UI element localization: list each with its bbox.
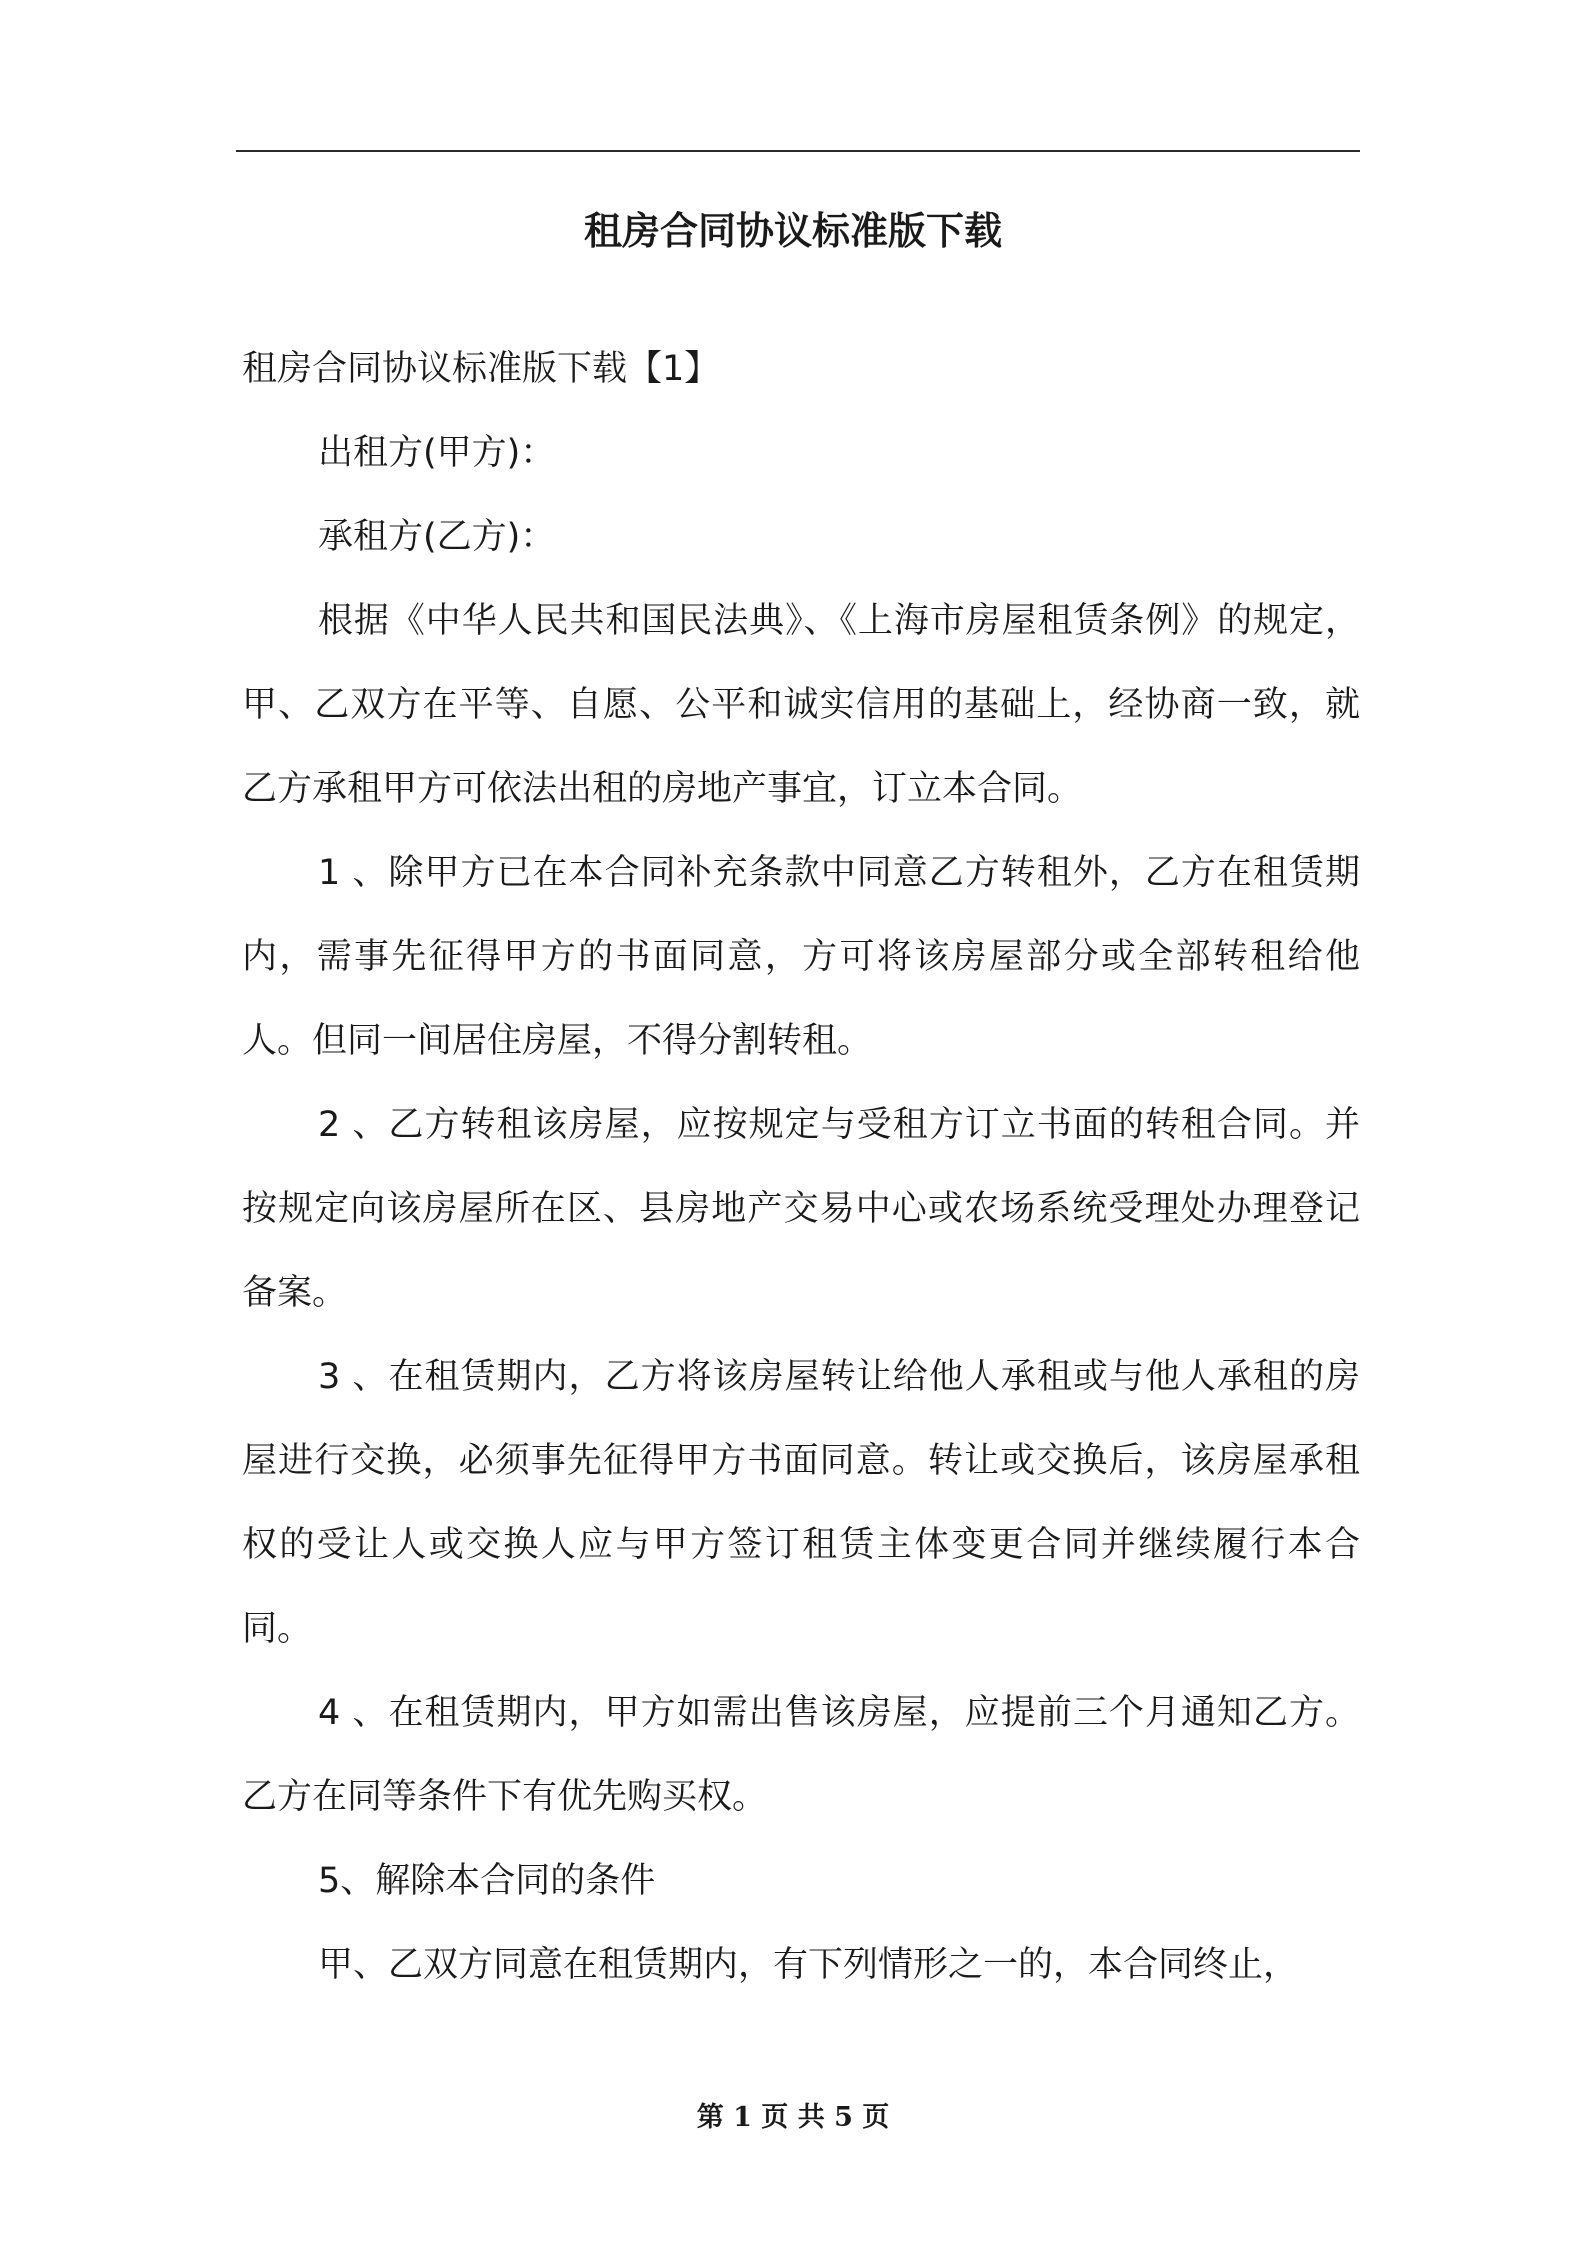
header-rule xyxy=(236,150,1360,152)
clause-4: 4 、在租赁期内，甲方如需出售该房屋，应提前三个月通知乙方。乙方在同等条件下有优先购买权。 xyxy=(242,1693,1360,1817)
clause-2: 2 、乙方转租该房屋，应按规定与受租方订立书面的转租合同。并按规定向该房屋所在区、县房地产交易中心或农场系统受理处办理登记备案。 xyxy=(242,1105,1360,1313)
page-number: 第 1 页 共 5 页 xyxy=(696,2102,890,2133)
clause-5-heading: 5、解除本合同的条件 xyxy=(318,1861,656,1901)
clause-1: 1 、除甲方已在本合同补充条款中同意乙方转租外，乙方在租赁期内，需事先征得甲方的书面同意，方可将该房屋部分或全部转租给他人。但同一间居住房屋，不得分割转租。 xyxy=(242,853,1360,1061)
preamble-paragraph: 根据《中华人民共和国民法典》、《上海市房屋租赁条例》的规定，甲、乙双方在平等、自愿、公平和诚实信用的基础上，经协商一致，就乙方承租甲方可依法出租的房地产事宜，订立本合同。 xyxy=(242,601,1360,809)
document-body xyxy=(242,327,1360,2007)
clause-3: 3 、在租赁期内，乙方将该房屋转让给他人承租或与他人承租的房屋进行交换，必须事先征得甲方书面同意。转让或交换后，该房屋承租权的受让人或交换人应与甲方签订租赁主体变更合同并继续履行本合同。 xyxy=(242,1357,1360,1649)
document-title: 租房合同协议标准版下载 xyxy=(583,209,1002,253)
section-heading: 租房合同协议标准版下载【1】 xyxy=(242,349,720,389)
lessee-line: 承租方(乙方)： xyxy=(318,517,556,557)
lessor-line: 出租方(甲方)： xyxy=(318,433,556,473)
clause-5-intro: 甲、乙双方同意在租赁期内，有下列情形之一的，本合同终止， xyxy=(318,1945,1299,1985)
